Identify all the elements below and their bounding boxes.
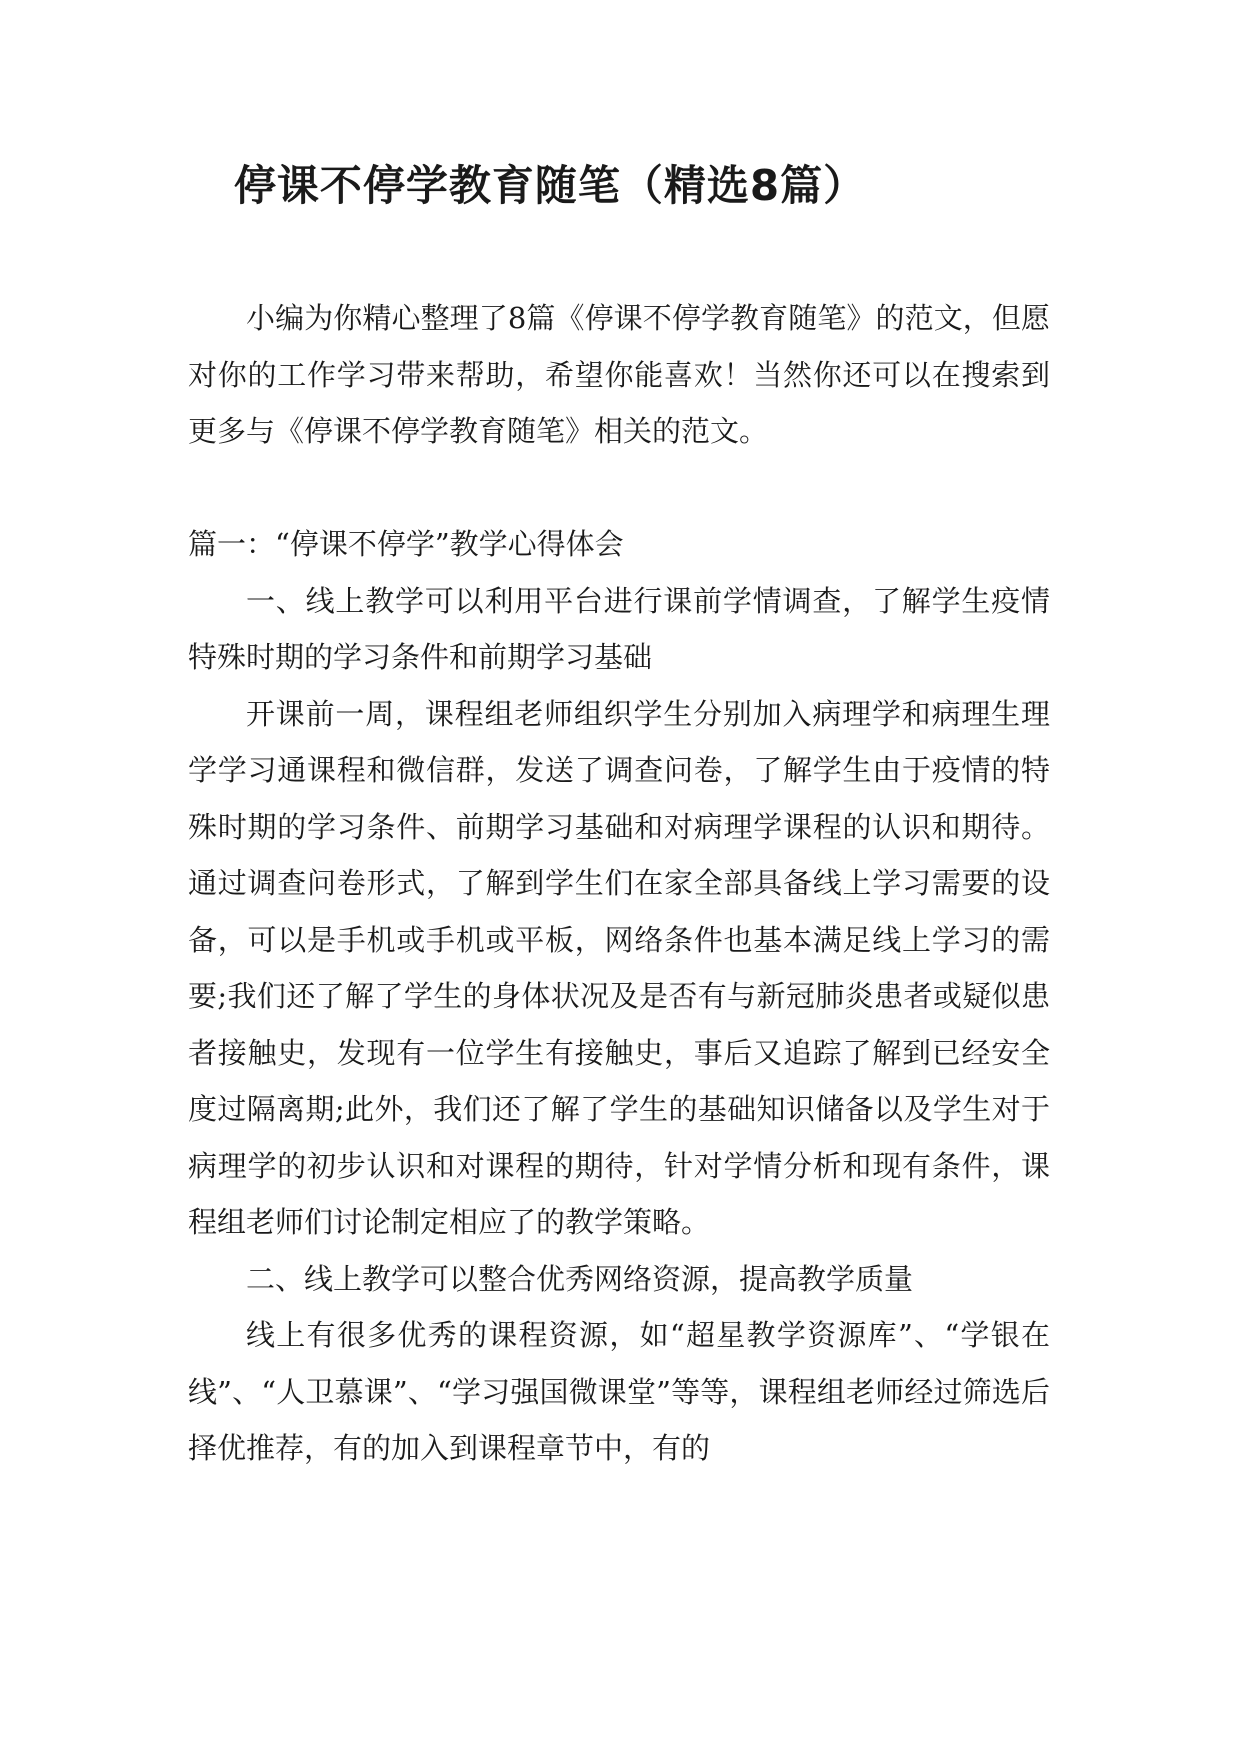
paragraph-gap	[188, 460, 1050, 517]
point-heading: 二、线上教学可以整合优秀网络资源，提高教学质量	[246, 1261, 914, 1296]
body-paragraph: 开课前一周，课程组老师组织学生分别加入病理学和病理生理学学习通课程和微信群，发送了调查问卷，了解学生由于疫情的特殊时期的学习条件、前期学习基础和对病理学课程的认识和期待。通过调查问卷形式，了解到学生们在家全部具备线上学习需要的设备，可以是手机或手机或平板，网络条件也基本满足线上学习的需要;我们还了解了学生的身体状况及是否有与新冠肺炎患者或疑似患者接触史，发现有一位学生有接触史，事后又追踪了解到已经安全度过隔离期;此外，我们还了解了学生的基础知识储备以及学生对于病理学的初步认识和对课程的期待，针对学情分析和现有条件，课程组老师们讨论制定相应了的教学策略。	[188, 696, 1050, 1239]
document-title: 停课不停学教育随笔（精选8篇）	[233, 161, 867, 210]
point-heading: 一、线上教学可以利用平台进行课前学情调查，了解学生疫情特殊时期的学习条件和前期学习基础	[188, 583, 1050, 674]
document-body	[188, 290, 1050, 1477]
section-title: 篇一：“停课不停学”教学心得体会	[188, 527, 624, 561]
intro-paragraph: 小编为你精心整理了8篇《停课不停学教育随笔》的范文，但愿对你的工作学习带来帮助，希望你能喜欢！当然你还可以在搜索到更多与《停课不停学教育随笔》相关的范文。	[188, 301, 1050, 448]
body-paragraph: 线上有很多优秀的课程资源，如“超星教学资源库”、“学银在线”、“人卫慕课”、“学习强国微课堂”等等，课程组老师经过筛选后择优推荐，有的加入到课程章节中，有的	[188, 1318, 1050, 1465]
